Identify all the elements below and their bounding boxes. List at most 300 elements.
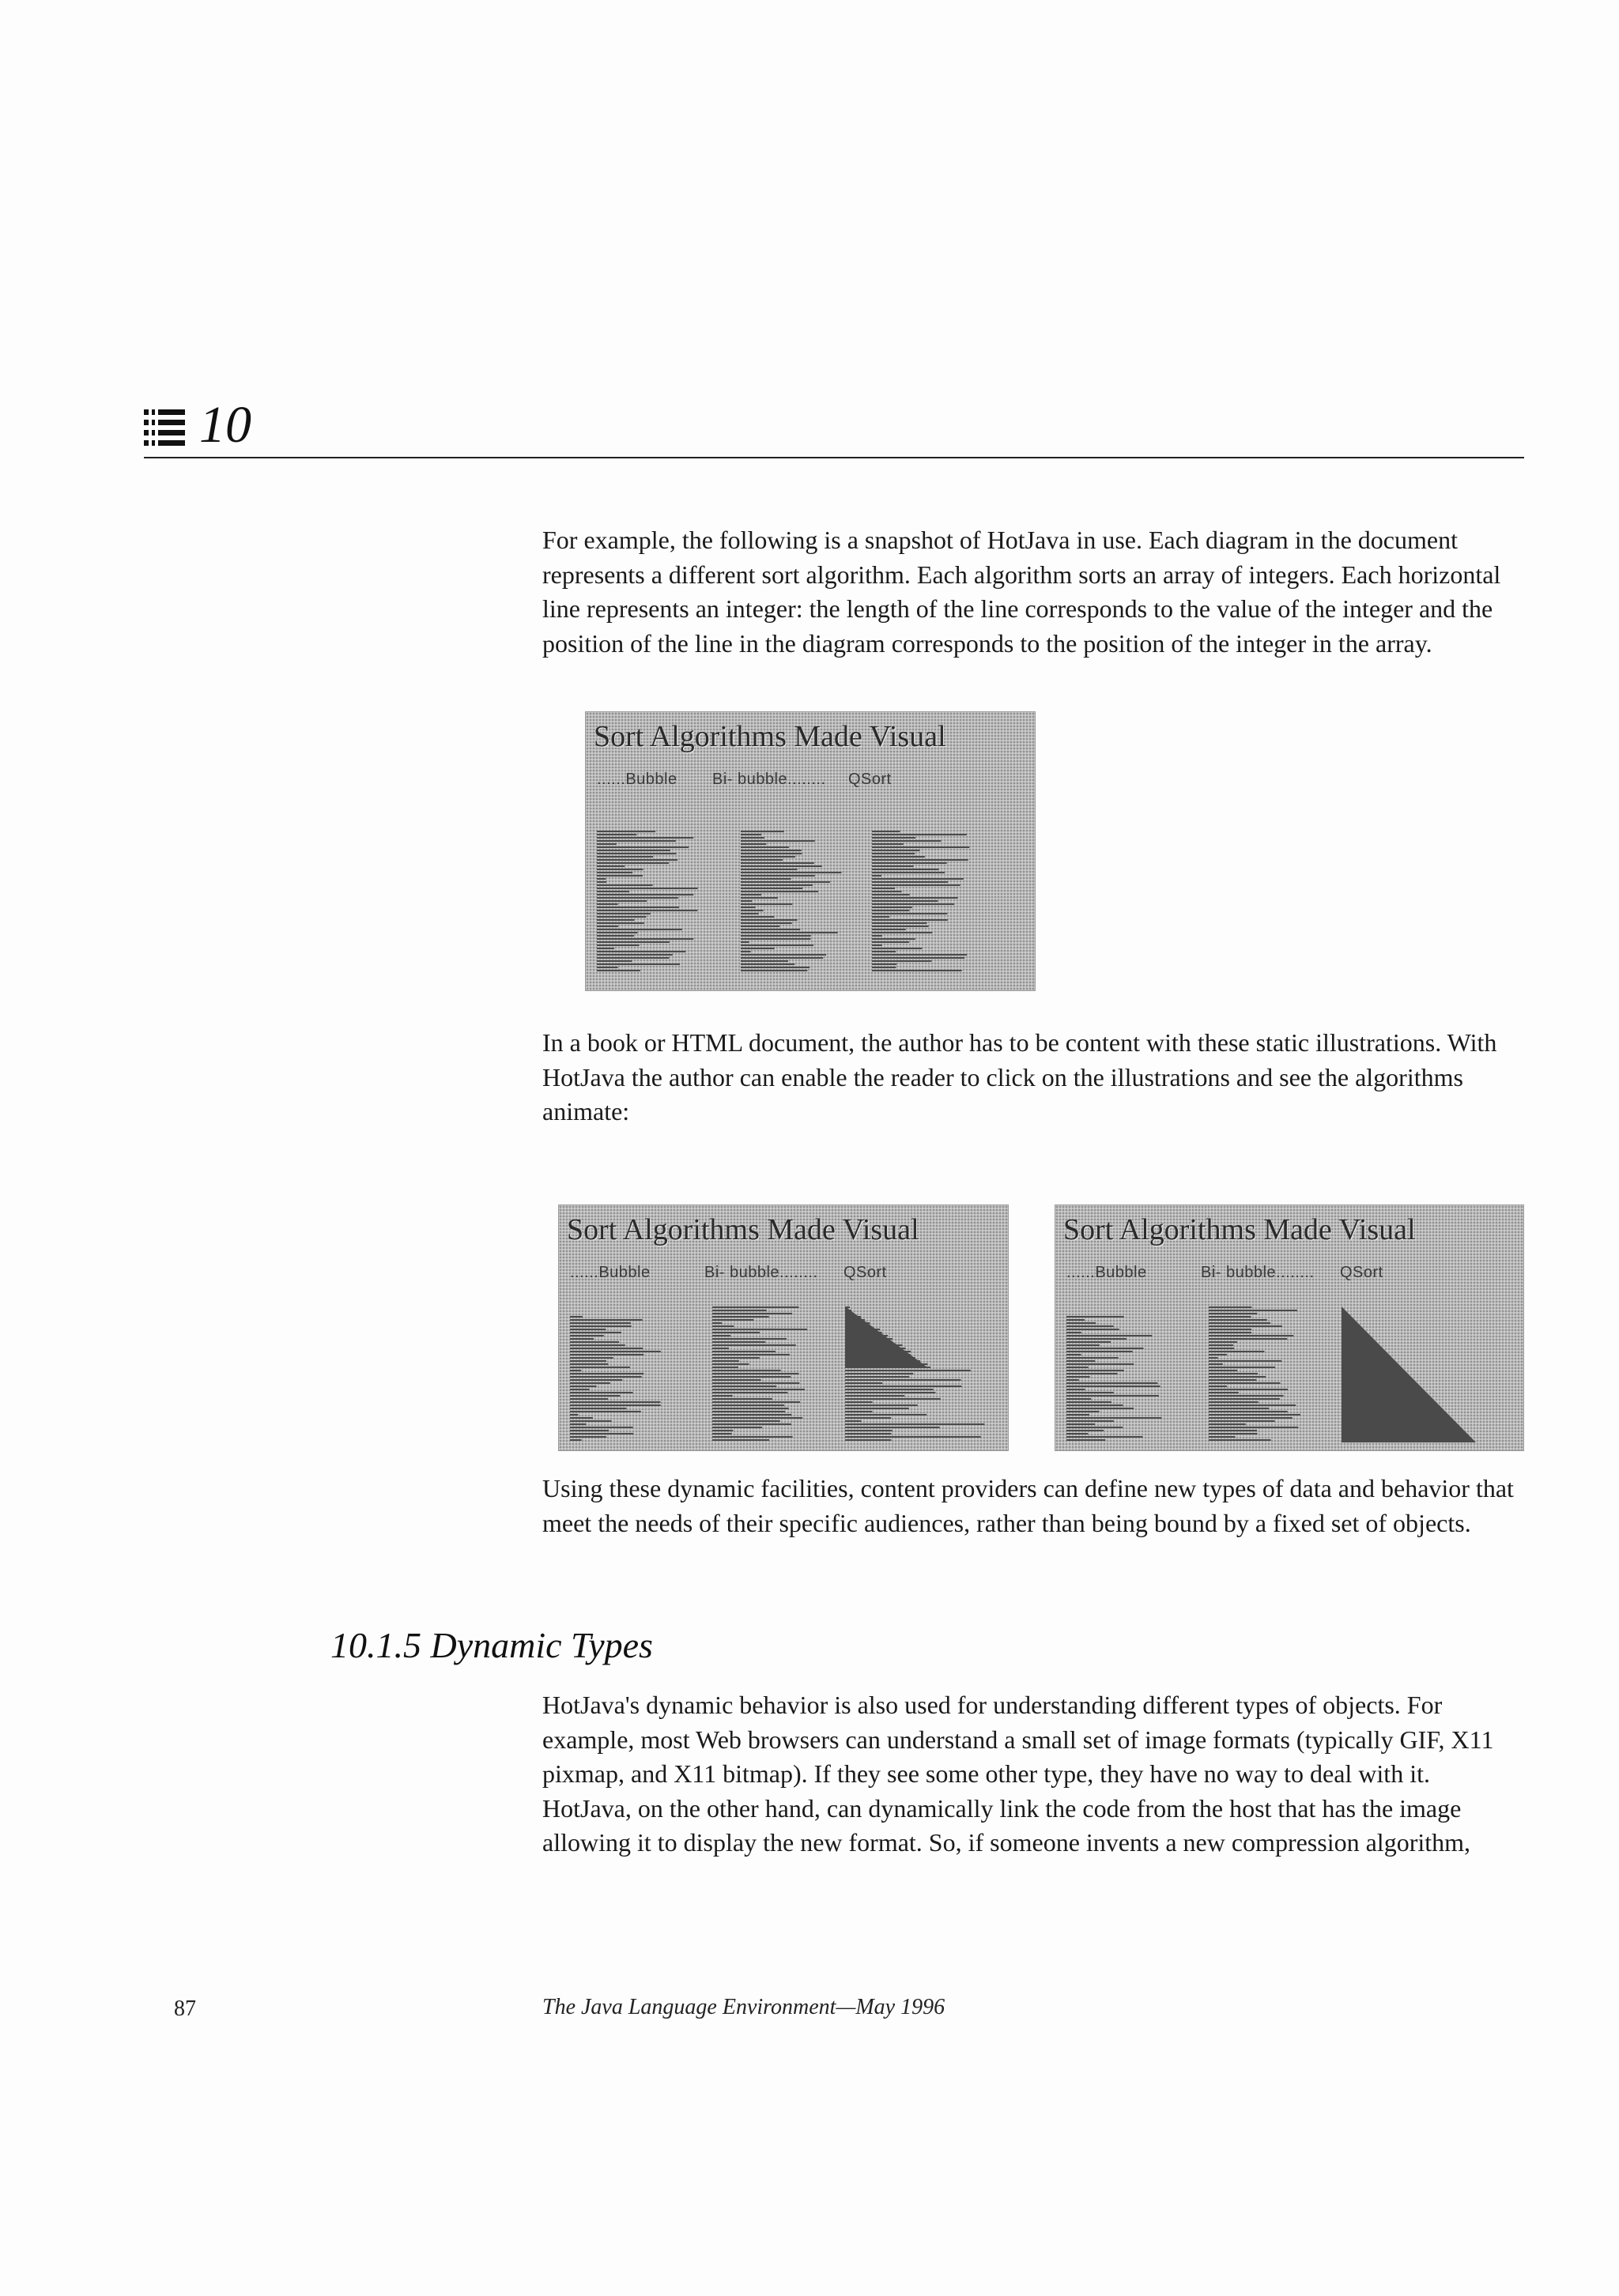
integer-line <box>712 1386 776 1387</box>
integer-line <box>570 1404 661 1406</box>
label-qsort: QSort <box>1340 1264 1383 1281</box>
integer-line <box>712 1319 754 1321</box>
integer-line <box>597 888 698 889</box>
integer-line <box>1066 1433 1088 1435</box>
integer-line <box>1066 1376 1090 1378</box>
integer-line <box>741 960 788 962</box>
integer-line <box>741 957 823 959</box>
integer-line <box>570 1344 625 1346</box>
integer-line <box>872 888 895 889</box>
integer-line <box>872 894 910 895</box>
integer-line <box>845 1382 882 1384</box>
integer-line <box>872 941 909 943</box>
integer-line <box>712 1332 760 1333</box>
integer-line <box>1066 1420 1114 1422</box>
integer-line <box>597 916 646 918</box>
integer-line <box>712 1382 799 1384</box>
integer-line <box>872 884 960 886</box>
integer-line <box>872 846 969 848</box>
paragraph-dynamic-types: HotJava's dynamic behavior is also used for understanding different types of objects. For example, most Web browsers can understand a small set of image formats (typically GIF, X11 pixmap, and X11 bitmap). If they see some other type, they have no way to deal with it. HotJava, on the other hand, can dynamically link the code from the host that has the image allowing it to display the new format. So, if someone invents a new compression algorithm, <box>542 1691 1494 1857</box>
integer-line <box>712 1411 785 1412</box>
bi-bubble-sort-diagram <box>741 831 874 973</box>
integer-line <box>741 951 751 952</box>
integer-line <box>597 831 655 832</box>
integer-line <box>597 865 625 867</box>
chapter-marker-icon <box>144 408 188 452</box>
integer-line <box>1209 1373 1258 1374</box>
integer-line <box>570 1423 587 1425</box>
integer-line <box>1066 1319 1085 1321</box>
integer-line <box>872 948 922 949</box>
snapshot-title: Sort Algorithms Made Visual <box>1063 1213 1416 1246</box>
integer-line <box>872 834 967 835</box>
integer-line <box>741 878 791 880</box>
integer-line <box>1209 1341 1237 1343</box>
integer-line <box>597 862 669 864</box>
integer-line <box>741 862 814 864</box>
integer-line <box>1066 1386 1160 1387</box>
integer-line <box>570 1319 643 1321</box>
integer-line <box>845 1420 862 1422</box>
integer-line <box>712 1325 734 1327</box>
integer-line <box>1209 1386 1227 1387</box>
integer-line <box>741 900 752 902</box>
integer-line <box>845 1395 904 1397</box>
integer-line <box>741 919 798 921</box>
integer-line <box>597 903 618 905</box>
integer-line <box>1066 1379 1079 1381</box>
integer-line <box>1066 1439 1105 1441</box>
integer-line <box>597 843 617 845</box>
integer-line <box>1066 1335 1152 1337</box>
integer-line <box>712 1313 792 1314</box>
integer-line <box>1066 1436 1143 1438</box>
integer-line <box>741 932 838 933</box>
integer-line <box>712 1310 767 1311</box>
integer-line <box>597 853 677 854</box>
integer-line <box>1209 1411 1288 1412</box>
integer-line <box>1066 1325 1114 1327</box>
integer-line <box>1209 1370 1237 1371</box>
integer-line <box>1209 1335 1293 1337</box>
section-heading: 10.1.5 Dynamic Types <box>330 1625 653 1665</box>
integer-line <box>1066 1360 1095 1362</box>
integer-line <box>845 1414 926 1416</box>
integer-line <box>872 957 964 959</box>
integer-line <box>1209 1423 1246 1425</box>
integer-line <box>741 865 822 867</box>
integer-line <box>1209 1417 1293 1419</box>
integer-line <box>712 1351 776 1352</box>
integer-line <box>872 875 881 877</box>
integer-line <box>570 1357 613 1359</box>
integer-line <box>845 1433 892 1435</box>
integer-line <box>741 843 766 845</box>
integer-line <box>1066 1411 1100 1412</box>
integer-line <box>712 1420 780 1422</box>
integer-line <box>741 875 815 877</box>
bubble-sort-diagram[interactable] <box>1066 1316 1193 1442</box>
integer-line <box>597 944 640 946</box>
integer-line <box>1066 1370 1124 1371</box>
integer-line <box>597 922 644 924</box>
integer-line <box>872 954 967 956</box>
integer-line <box>741 963 794 965</box>
integer-line <box>570 1348 643 1349</box>
integer-line <box>597 970 640 971</box>
integer-line <box>712 1401 800 1403</box>
integer-line <box>1209 1379 1257 1381</box>
integer-line <box>1209 1360 1281 1362</box>
integer-line <box>1066 1417 1161 1419</box>
integer-line <box>1209 1436 1236 1438</box>
integer-line <box>712 1417 802 1419</box>
integer-line <box>741 891 818 892</box>
integer-line <box>741 926 779 927</box>
integer-line <box>1066 1367 1089 1368</box>
integer-line <box>741 907 756 908</box>
integer-line <box>741 856 795 858</box>
integer-line <box>872 891 902 892</box>
integer-line <box>741 922 792 924</box>
integer-line <box>872 878 964 880</box>
integer-line <box>712 1306 799 1308</box>
integer-line <box>741 850 802 851</box>
integer-line <box>1209 1439 1271 1441</box>
integer-line <box>741 831 784 832</box>
integer-line <box>570 1382 610 1384</box>
qsort-diagram <box>872 831 1005 973</box>
integer-line <box>1066 1373 1118 1374</box>
algorithm-labels <box>597 767 892 791</box>
integer-line <box>1209 1338 1287 1340</box>
integer-line <box>1209 1310 1297 1311</box>
chapter-number: 10 <box>199 396 251 454</box>
running-footer: The Java Language Environment—May 1996 <box>542 1995 945 2019</box>
bubble-sort-diagram <box>597 831 730 973</box>
integer-line <box>597 963 680 965</box>
integer-line <box>712 1433 732 1435</box>
integer-line <box>741 935 811 937</box>
integer-line <box>872 970 962 971</box>
integer-line <box>872 907 912 908</box>
sorted-triangle <box>1342 1306 1476 1442</box>
sort-snapshot-animating-later[interactable] <box>1055 1205 1524 1451</box>
integer-line <box>597 869 643 870</box>
integer-line <box>872 872 945 873</box>
integer-line <box>1066 1395 1159 1397</box>
integer-line <box>872 859 968 861</box>
integer-line <box>1066 1404 1123 1406</box>
integer-line <box>845 1373 913 1374</box>
integer-line <box>872 903 954 905</box>
integer-line <box>712 1357 760 1359</box>
integer-line <box>597 929 682 930</box>
integer-line <box>712 1395 733 1397</box>
integer-line <box>712 1439 769 1441</box>
integer-line <box>597 891 629 892</box>
integer-line <box>712 1344 796 1346</box>
integer-line <box>597 948 614 949</box>
integer-line <box>741 954 826 956</box>
integer-line <box>597 897 678 899</box>
integer-line <box>872 881 948 883</box>
integer-line <box>570 1430 609 1431</box>
integer-line <box>597 941 670 943</box>
integer-line <box>741 834 761 835</box>
integer-line <box>872 960 931 962</box>
integer-line <box>741 884 813 886</box>
integer-line <box>570 1436 606 1438</box>
integer-line <box>845 1408 909 1409</box>
integer-line <box>597 846 689 848</box>
integer-line <box>597 878 606 880</box>
paragraph-hotjava-snapshot: For example, the following is a snapshot of HotJava in use. Each diagram in the document represents a different sort algorithm. Each algorithm sorts an array of integers. Each horizontal line represents an integer: the length of the line corresponds to the value of the integer and the position of the line in the diagram corresponds to the position of the integer in the array. <box>542 526 1501 658</box>
paragraph-static-illustrations: In a book or HTML document, the author has to be content with these static illustrations. With HotJava the author can enable the reader to click on the illustrations and see the algorithms animate: <box>542 1028 1497 1125</box>
integer-line <box>597 837 693 839</box>
integer-line <box>597 872 632 873</box>
integer-line <box>1209 1306 1251 1308</box>
snapshot-title: Sort Algorithms Made Visual <box>594 720 946 753</box>
integer-line <box>872 840 941 842</box>
integer-line <box>845 1423 985 1425</box>
integer-line <box>597 840 676 842</box>
integer-line <box>712 1370 781 1371</box>
integer-line <box>872 926 929 927</box>
integer-line <box>1066 1357 1119 1359</box>
integer-line <box>597 919 635 921</box>
bi-bubble-sort-diagram[interactable] <box>1209 1306 1335 1442</box>
integer-line <box>712 1354 790 1355</box>
integer-line <box>712 1360 739 1362</box>
integer-line <box>1066 1332 1081 1333</box>
integer-line <box>570 1408 626 1409</box>
integer-line <box>597 907 679 908</box>
integer-line <box>845 1401 873 1403</box>
integer-line <box>872 862 947 864</box>
integer-line <box>570 1427 633 1428</box>
integer-line <box>845 1379 961 1381</box>
integer-line <box>1209 1430 1257 1431</box>
integer-line <box>570 1398 608 1400</box>
qsort-diagram[interactable] <box>845 1306 995 1442</box>
integer-line <box>872 935 882 937</box>
algorithm-labels <box>570 1261 887 1284</box>
integer-line <box>872 897 958 899</box>
integer-line <box>845 1439 891 1441</box>
integer-line <box>845 1404 918 1406</box>
integer-line <box>1066 1354 1081 1355</box>
integer-line <box>570 1351 661 1352</box>
integer-line <box>570 1389 590 1390</box>
integer-line <box>872 910 909 911</box>
integer-line <box>741 913 759 914</box>
integer-line <box>570 1363 608 1365</box>
integer-line <box>1209 1414 1300 1416</box>
integer-line <box>1209 1357 1218 1359</box>
integer-line <box>1209 1325 1282 1327</box>
integer-line <box>1066 1348 1144 1349</box>
integer-line <box>872 843 904 845</box>
integer-line <box>570 1370 581 1371</box>
integer-line <box>1209 1427 1298 1428</box>
integer-line <box>1209 1401 1259 1403</box>
integer-line <box>741 897 778 899</box>
integer-line <box>1209 1329 1251 1330</box>
integer-line <box>1066 1430 1104 1431</box>
integer-line <box>570 1433 633 1435</box>
integer-line <box>1209 1316 1251 1318</box>
integer-line <box>1209 1382 1281 1384</box>
integer-line <box>741 916 774 918</box>
integer-line <box>570 1417 593 1419</box>
integer-line <box>712 1427 762 1428</box>
qsort-diagram[interactable] <box>1342 1306 1476 1442</box>
integer-line <box>872 865 914 867</box>
integer-line <box>712 1322 722 1324</box>
bubble-sort-diagram[interactable] <box>570 1316 696 1442</box>
integer-line <box>1209 1322 1270 1324</box>
integer-line <box>1066 1329 1119 1330</box>
integer-line <box>1209 1433 1258 1435</box>
integer-line <box>1066 1382 1157 1384</box>
integer-line <box>597 967 618 968</box>
integer-line <box>741 846 789 848</box>
integer-line <box>570 1411 641 1412</box>
integer-line <box>1209 1367 1275 1368</box>
integer-line <box>1066 1427 1123 1428</box>
integer-line <box>872 856 925 858</box>
paragraph-dynamic-facilities: Using these dynamic facilities, content providers can define new types of data and behavior that meet the needs of their specific audiences, rather than being bound by a fixed set of objects. <box>542 1474 1514 1537</box>
integer-line <box>712 1436 793 1438</box>
integer-line <box>1209 1354 1227 1355</box>
integer-line <box>872 938 915 940</box>
integer-line <box>872 916 889 918</box>
integer-line <box>872 932 932 933</box>
label-bubble: ......Bubble <box>1066 1264 1147 1281</box>
integer-line <box>597 954 673 956</box>
integer-line <box>872 967 896 968</box>
integer-line <box>1066 1401 1111 1403</box>
integer-line <box>1066 1316 1124 1318</box>
integer-line <box>712 1363 749 1365</box>
integer-line <box>712 1348 729 1349</box>
integer-line <box>1209 1389 1288 1390</box>
integer-line <box>1066 1363 1134 1365</box>
integer-line <box>1066 1408 1134 1409</box>
integer-line <box>741 872 842 873</box>
integer-line <box>597 894 693 895</box>
integer-line <box>597 935 634 937</box>
sort-snapshot-animating[interactable] <box>558 1205 1009 1451</box>
integer-line <box>845 1436 981 1438</box>
integer-line <box>597 856 653 858</box>
integer-line <box>741 944 813 946</box>
integer-line <box>741 910 764 911</box>
integer-line <box>597 884 653 886</box>
label-qsort: QSort <box>848 771 892 788</box>
integer-line <box>872 850 920 851</box>
integer-line <box>570 1367 630 1368</box>
integer-line <box>712 1376 791 1378</box>
label-bubble: ......Bubble <box>597 771 677 788</box>
integer-line <box>1209 1392 1239 1393</box>
integer-line <box>570 1395 620 1397</box>
integer-line <box>845 1398 941 1400</box>
integer-line <box>1066 1338 1127 1340</box>
integer-line <box>1209 1313 1257 1314</box>
label-bi-bubble: Bi- bubble........ <box>712 771 826 788</box>
integer-line <box>597 951 686 952</box>
integer-line <box>570 1325 632 1327</box>
integer-line <box>872 913 947 914</box>
integer-line <box>712 1430 733 1431</box>
integer-line <box>570 1373 643 1374</box>
integer-line <box>845 1417 891 1419</box>
integer-line <box>845 1427 940 1428</box>
integer-line <box>1209 1395 1284 1397</box>
integer-line <box>872 919 948 921</box>
integer-line <box>597 910 697 911</box>
integer-line <box>712 1373 799 1374</box>
integer-line <box>1209 1363 1223 1365</box>
integer-line <box>712 1316 769 1318</box>
integer-line <box>597 834 636 835</box>
integer-line <box>712 1341 765 1343</box>
integer-line <box>872 951 896 952</box>
integer-line <box>597 859 677 861</box>
integer-line <box>712 1392 787 1393</box>
integer-line <box>845 1392 935 1393</box>
label-qsort: QSort <box>843 1264 887 1281</box>
integer-line <box>1209 1319 1267 1321</box>
integer-line <box>1066 1389 1085 1390</box>
integer-line <box>741 859 783 861</box>
integer-line <box>712 1423 791 1425</box>
integer-line <box>597 881 606 883</box>
integer-line <box>570 1354 643 1355</box>
integer-line <box>1066 1341 1111 1343</box>
integer-line <box>570 1341 619 1343</box>
integer-line <box>1066 1414 1089 1416</box>
integer-line <box>570 1392 633 1393</box>
integer-line <box>845 1376 909 1378</box>
integer-line <box>597 957 670 959</box>
integer-line <box>1066 1322 1096 1324</box>
integer-line <box>597 932 638 933</box>
integer-line <box>570 1322 631 1324</box>
snapshot-title: Sort Algorithms Made Visual <box>567 1213 919 1246</box>
page-number: 87 <box>174 1996 196 2021</box>
integer-line <box>597 850 670 851</box>
integer-line <box>741 840 815 842</box>
integer-line <box>712 1414 791 1416</box>
integer-line <box>1209 1376 1266 1378</box>
integer-line <box>597 875 643 877</box>
integer-line <box>570 1316 583 1318</box>
integer-line <box>1066 1344 1100 1346</box>
integer-line <box>712 1379 761 1381</box>
integer-line <box>741 903 792 905</box>
integer-line <box>712 1398 772 1400</box>
integer-line <box>741 853 802 854</box>
integer-line <box>712 1367 738 1368</box>
integer-line <box>712 1338 787 1340</box>
integer-line <box>712 1389 805 1390</box>
integer-line <box>872 837 915 839</box>
bi-bubble-sort-diagram[interactable] <box>712 1306 839 1442</box>
integer-line <box>741 888 802 889</box>
